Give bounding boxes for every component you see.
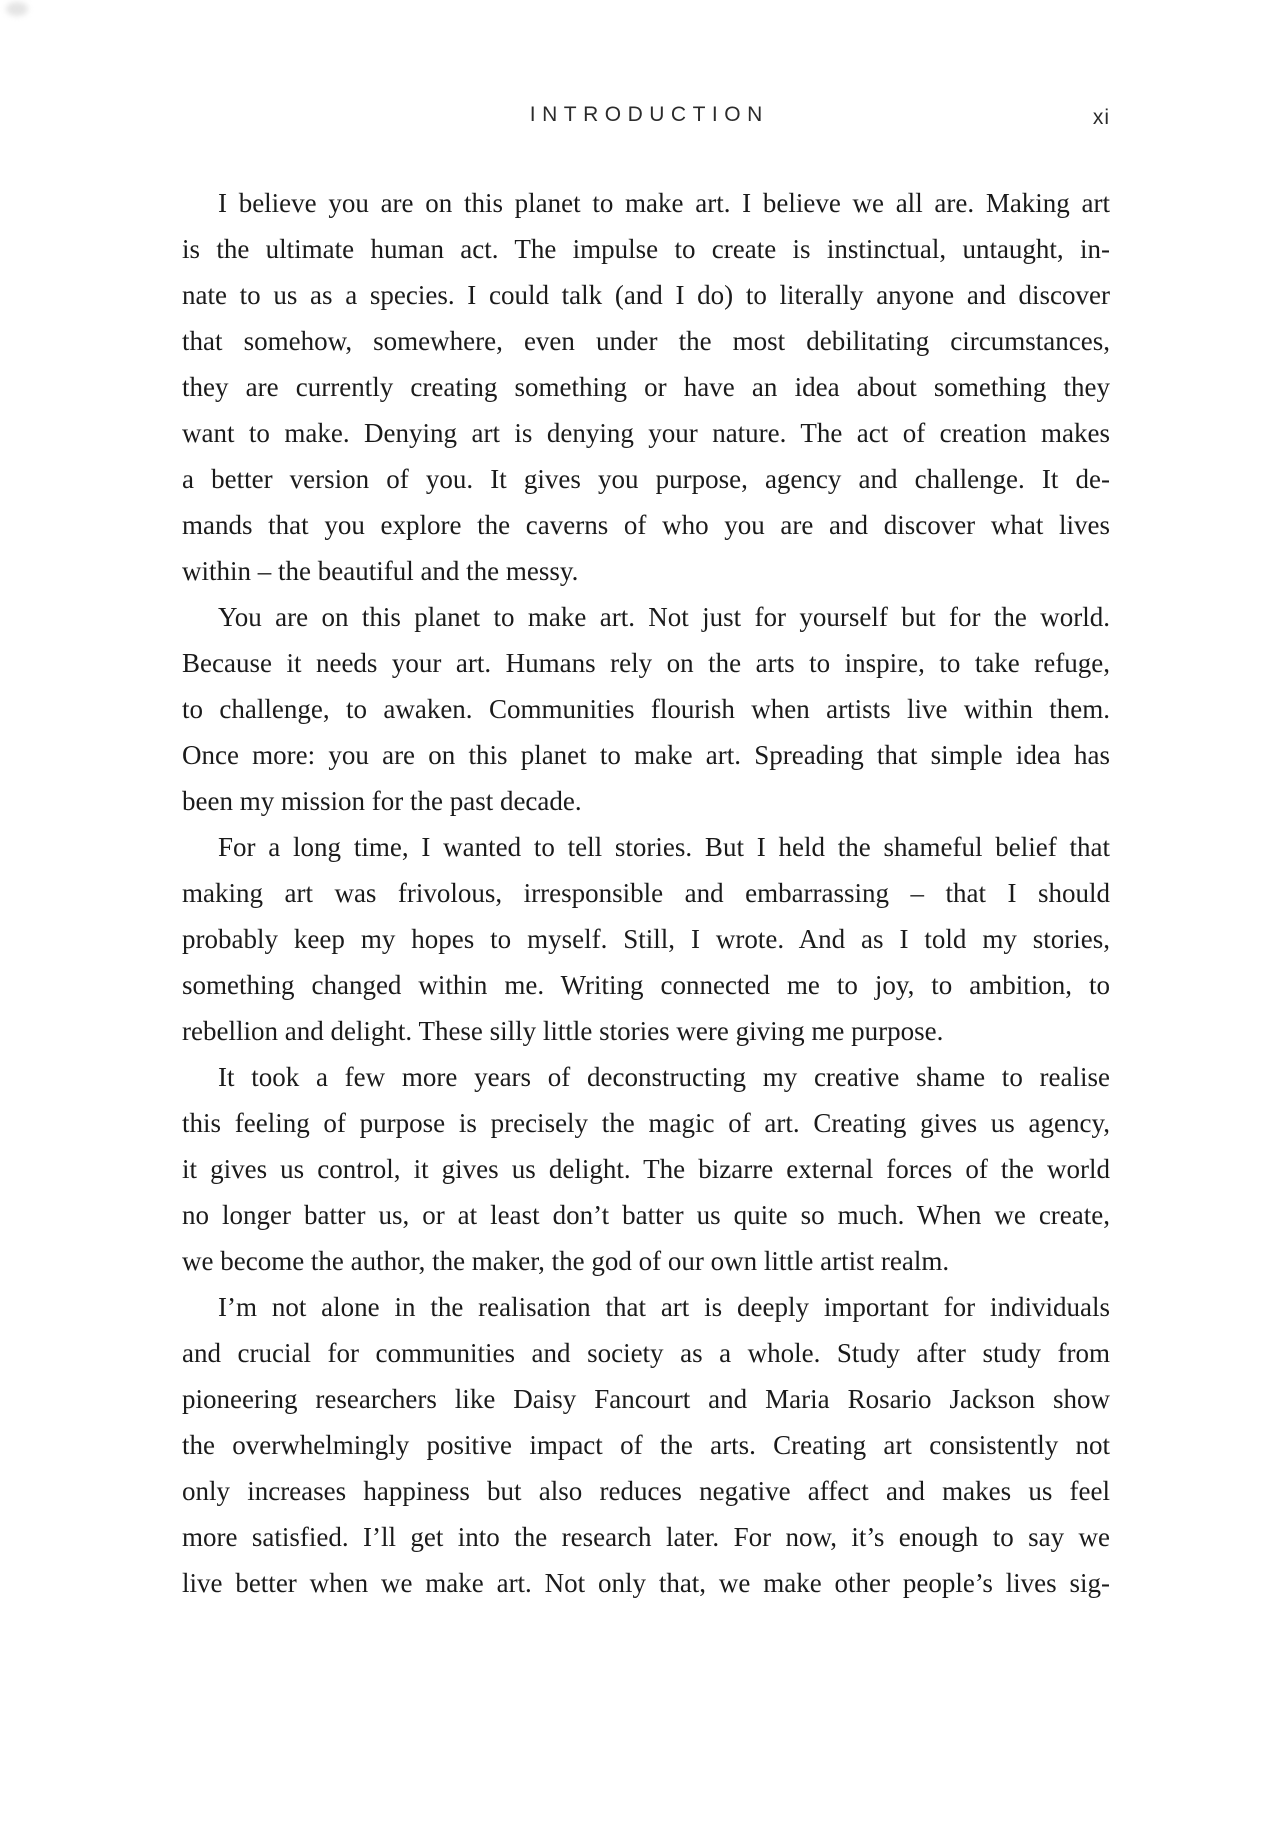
- paragraph: [182, 1054, 1110, 1284]
- body-line: probably keep my hopes to myself. Still, I wrote. And as I told my stories,: [182, 924, 1110, 954]
- page-number: xi: [1092, 106, 1110, 129]
- body-line: Once more: you are on this planet to make art. Spreading that simple idea has: [182, 740, 1110, 770]
- body-line: this feeling of purpose is precisely the magic of art. Creating gives us agency,: [182, 1108, 1110, 1138]
- body-line: no longer batter us, or at least don’t batter us quite so much. When we create,: [182, 1200, 1110, 1230]
- body-line: they are currently creating something or have an idea about something they: [182, 372, 1110, 402]
- body-line: more satisfied. I’ll get into the research later. For now, it’s enough to say we: [182, 1522, 1110, 1552]
- body-line: You are on this planet to make art. Not just for yourself but for the world.: [218, 602, 1110, 632]
- paragraph: [182, 1284, 1110, 1606]
- paragraph: [182, 180, 1110, 594]
- body-line: Because it needs your art. Humans rely on the arts to inspire, to take refuge,: [182, 648, 1110, 678]
- body-line: mands that you explore the caverns of who you are and discover what lives: [182, 510, 1110, 540]
- body-line: that somehow, somewhere, even under the most debilitating circumstances,: [182, 326, 1110, 356]
- body-line: pioneering researchers like Daisy Fancourt and Maria Rosario Jackson show: [182, 1384, 1110, 1414]
- body-line: I believe you are on this planet to make art. I believe we all are. Making art: [218, 188, 1110, 218]
- body-line: For a long time, I wanted to tell stories. But I held the shameful belief that: [218, 832, 1110, 862]
- body-text: [182, 180, 1110, 1606]
- body-line: and crucial for communities and society as a whole. Study after study from: [182, 1338, 1110, 1368]
- body-line: nate to us as a species. I could talk (and I do) to literally anyone and discover: [182, 280, 1110, 310]
- body-line: want to make. Denying art is denying your nature. The act of creation makes: [182, 418, 1110, 448]
- body-line: live better when we make art. Not only that, we make other people’s lives sig-: [182, 1568, 1110, 1598]
- page-header: [182, 103, 1110, 137]
- body-line: the overwhelmingly positive impact of the arts. Creating art consistently not: [182, 1430, 1110, 1460]
- paragraph: [182, 824, 1110, 1054]
- body-line: a better version of you. It gives you purpose, agency and challenge. It de-: [182, 464, 1110, 494]
- body-line: making art was frivolous, irresponsible and embarrassing – that I should: [182, 878, 1110, 908]
- body-line: is the ultimate human act. The impulse to create is instinctual, untaught, in-: [182, 234, 1110, 264]
- body-line: It took a few more years of deconstructing my creative shame to realise: [218, 1062, 1110, 1092]
- body-line: we become the author, the maker, the god of our own little artist realm.: [182, 1246, 950, 1276]
- paragraph: [182, 594, 1110, 824]
- body-line: only increases happiness but also reduces negative affect and makes us feel: [182, 1476, 1110, 1506]
- body-line: it gives us control, it gives us delight. The bizarre external forces of the world: [182, 1154, 1110, 1184]
- body-line: within – the beautiful and the messy.: [182, 556, 579, 586]
- running-head-title: INTRODUCTION: [529, 103, 769, 126]
- body-line: to challenge, to awaken. Communities flourish when artists live within them.: [182, 694, 1110, 724]
- scan-artifact: [6, 2, 28, 16]
- body-line: rebellion and delight. These silly little stories were giving me purpose.: [182, 1016, 944, 1046]
- body-line: I’m not alone in the realisation that art is deeply important for individuals: [218, 1292, 1110, 1322]
- body-line: been my mission for the past decade.: [182, 786, 582, 816]
- body-line: something changed within me. Writing connected me to joy, to ambition, to: [182, 970, 1110, 1000]
